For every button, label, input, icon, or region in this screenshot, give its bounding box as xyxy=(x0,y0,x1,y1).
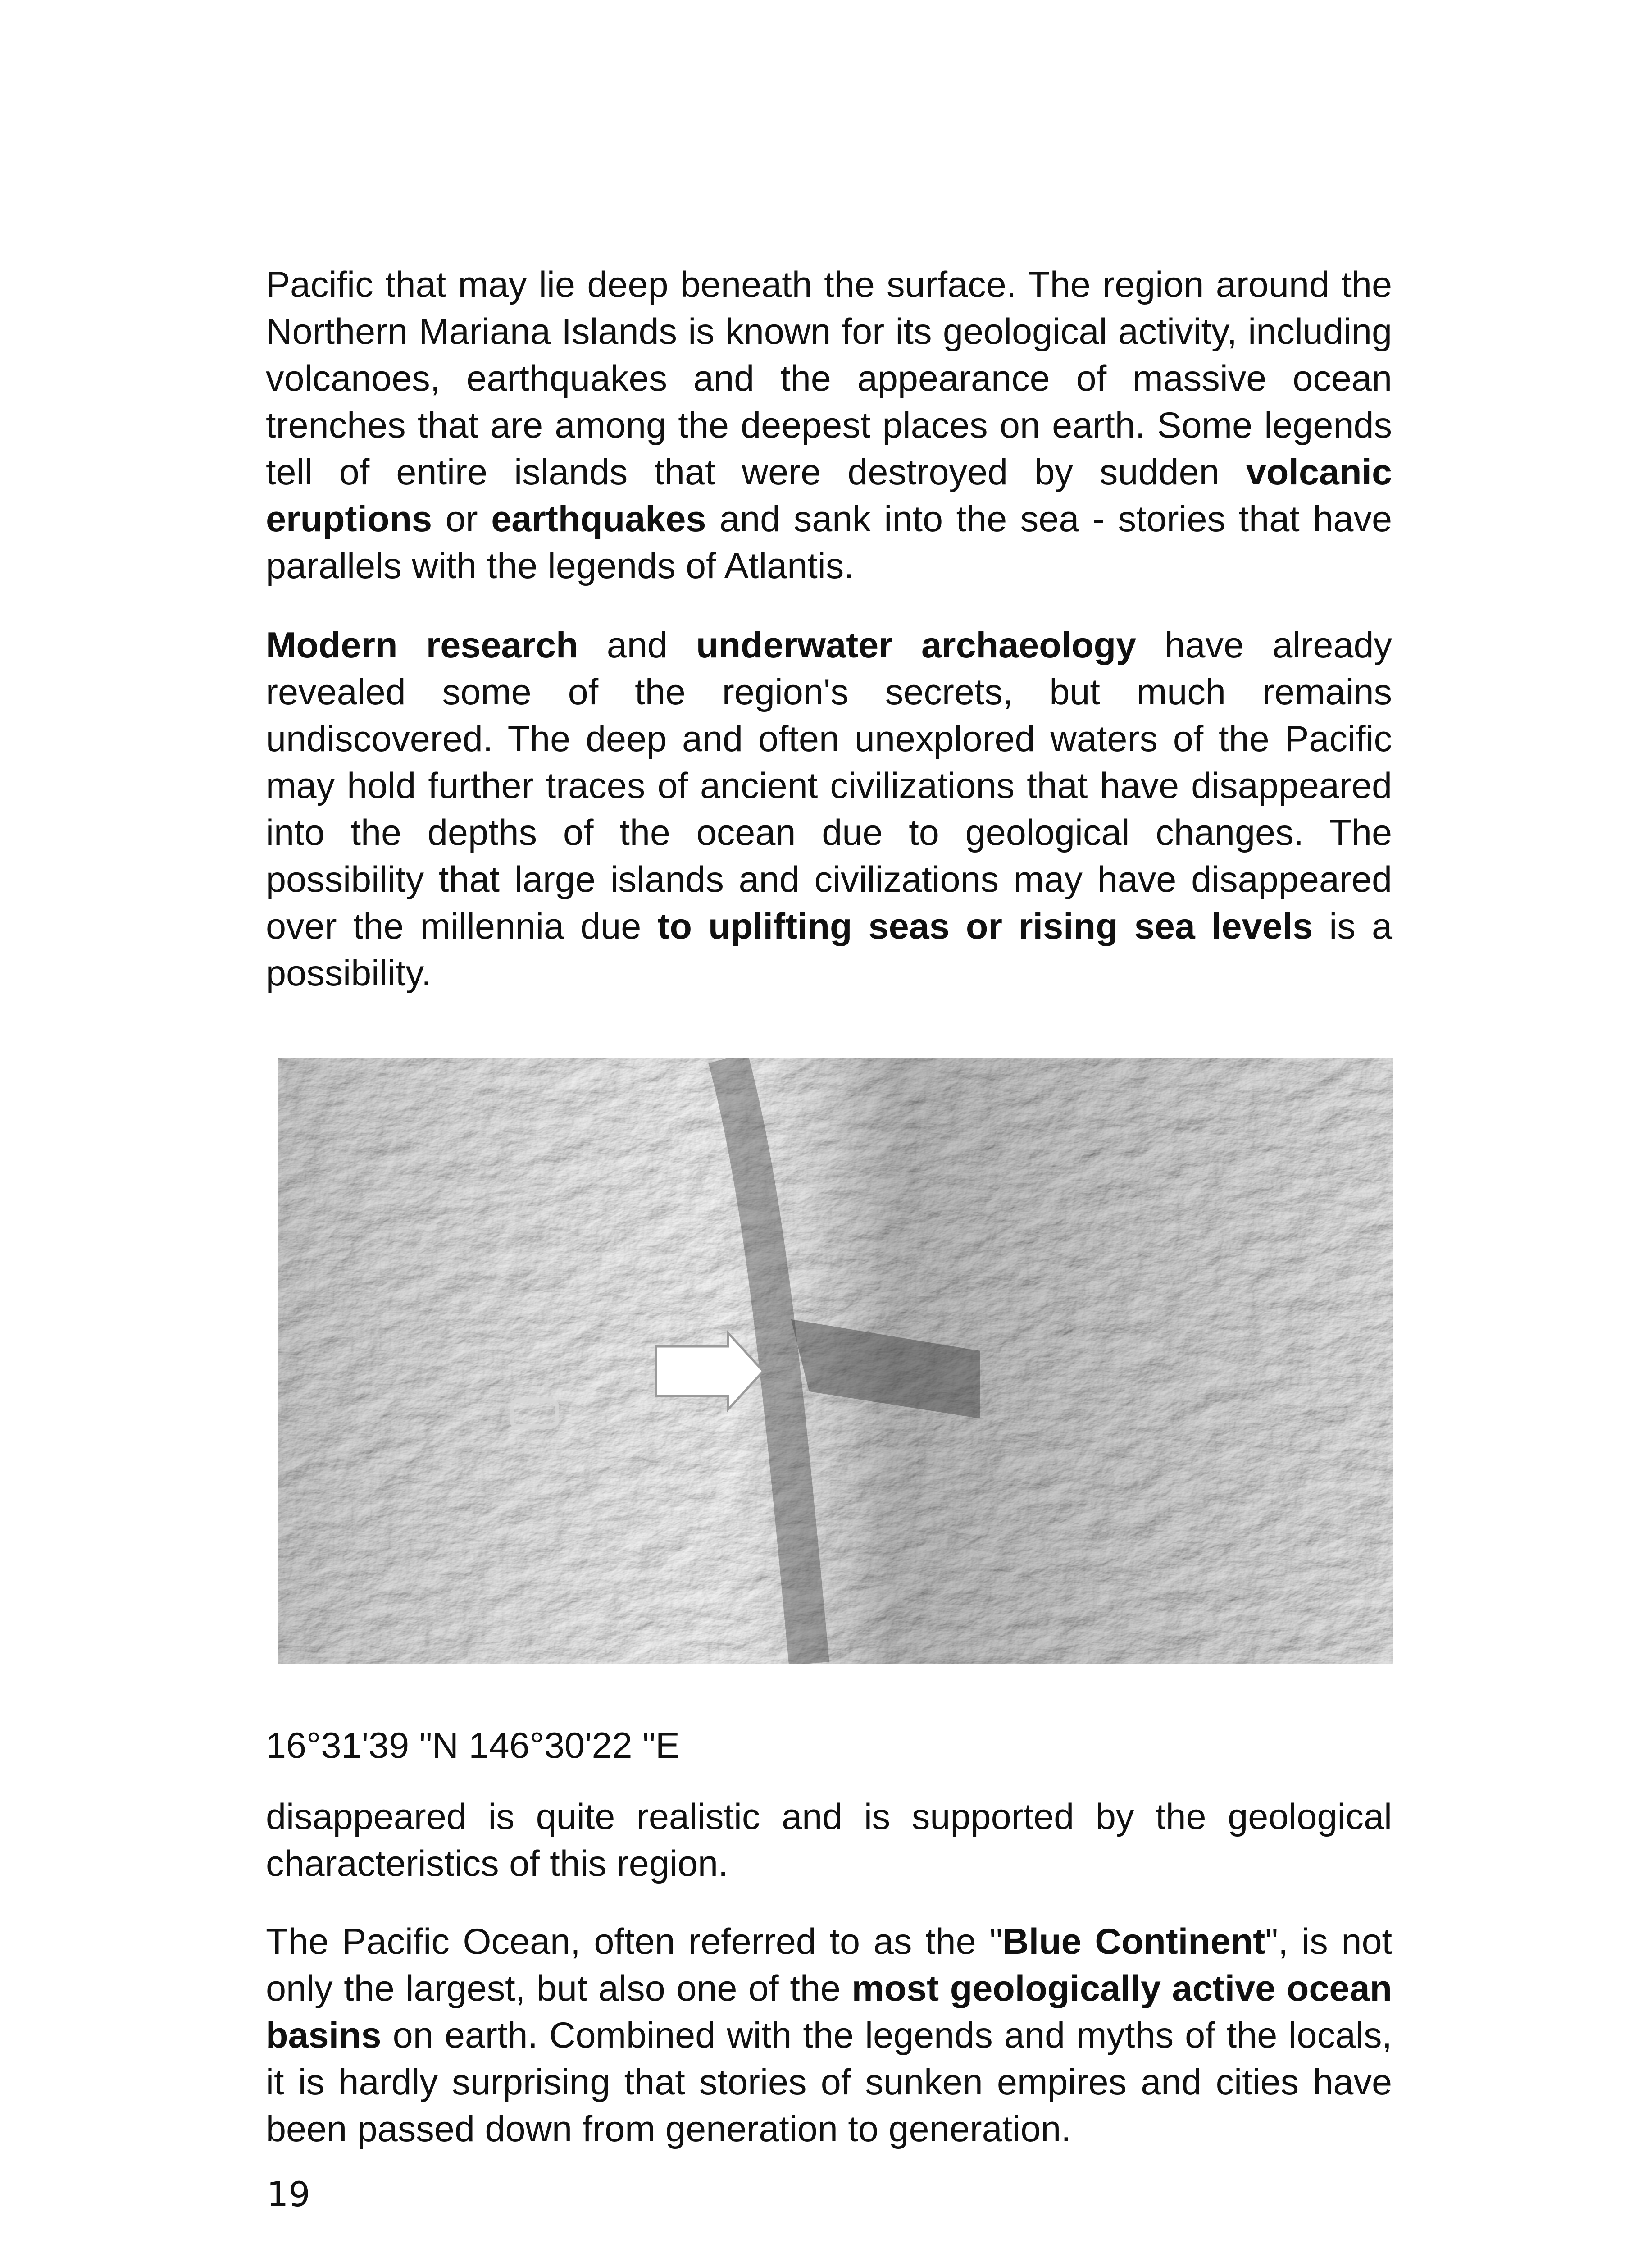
paragraph-4 xyxy=(266,1918,1392,2153)
text-run: and xyxy=(578,625,696,666)
text-run: and sank into the sea - stories that have parallels with the legends of Atlantis. xyxy=(266,499,1392,586)
bold-phrase: underwater archaeology xyxy=(696,625,1137,666)
figure-caption-coordinates: 16°31'39 "N 146°30'22 "E xyxy=(266,1725,680,1766)
bold-phrase: volcanic eruptions xyxy=(266,452,1392,539)
bold-phrase: to uplifting seas or rising sea levels xyxy=(657,906,1313,947)
text-run: The Pacific Ocean, often referred to as the " xyxy=(266,1921,1003,1962)
text-run: Pacific that may lie deep beneath the surface. The region around the Northern Mariana Islands is known for its geological activity, including volcanoes, earthquakes and the appearance of massive ocean trenches that are among the deepest places on earth. Some legends tell of entire islands that were destroyed by sudden xyxy=(266,265,1392,493)
text-run: or xyxy=(432,499,492,539)
text-run: ", is not only the largest, but also one of the xyxy=(266,1921,1392,2009)
bold-phrase: earthquakes xyxy=(491,499,706,539)
text-run: have already revealed some of the region's secrets, but much remains undiscovered. The deep and often unexplored waters of the Pacific may hold further traces of ancient civilizations that have disappeared into the depths of the ocean due to geological changes. The possibility that large islands and civilizations may have disappeared over the millennia due xyxy=(266,625,1392,947)
bold-phrase: Blue Continent xyxy=(1002,1921,1265,1962)
paragraph-3 xyxy=(266,1793,1392,1887)
seafloor-relief-image xyxy=(278,1058,1393,1664)
page-number: 19 xyxy=(267,2174,310,2214)
paragraph-2 xyxy=(266,622,1392,997)
text-run: disappeared is quite realistic and is supported by the geological characteristics of this region. xyxy=(266,1797,1392,1884)
paragraph-1 xyxy=(266,261,1392,589)
text-run: is a possibility. xyxy=(266,906,1392,994)
text-run: on earth. Combined with the legends and myths of the locals, it is hardly surprising that stories of sunken empires and cities have been passed down from generation to generation. xyxy=(266,2015,1392,2149)
bold-phrase: most geologically active ocean basins xyxy=(266,1968,1392,2056)
bold-phrase: Modern research xyxy=(266,625,578,666)
